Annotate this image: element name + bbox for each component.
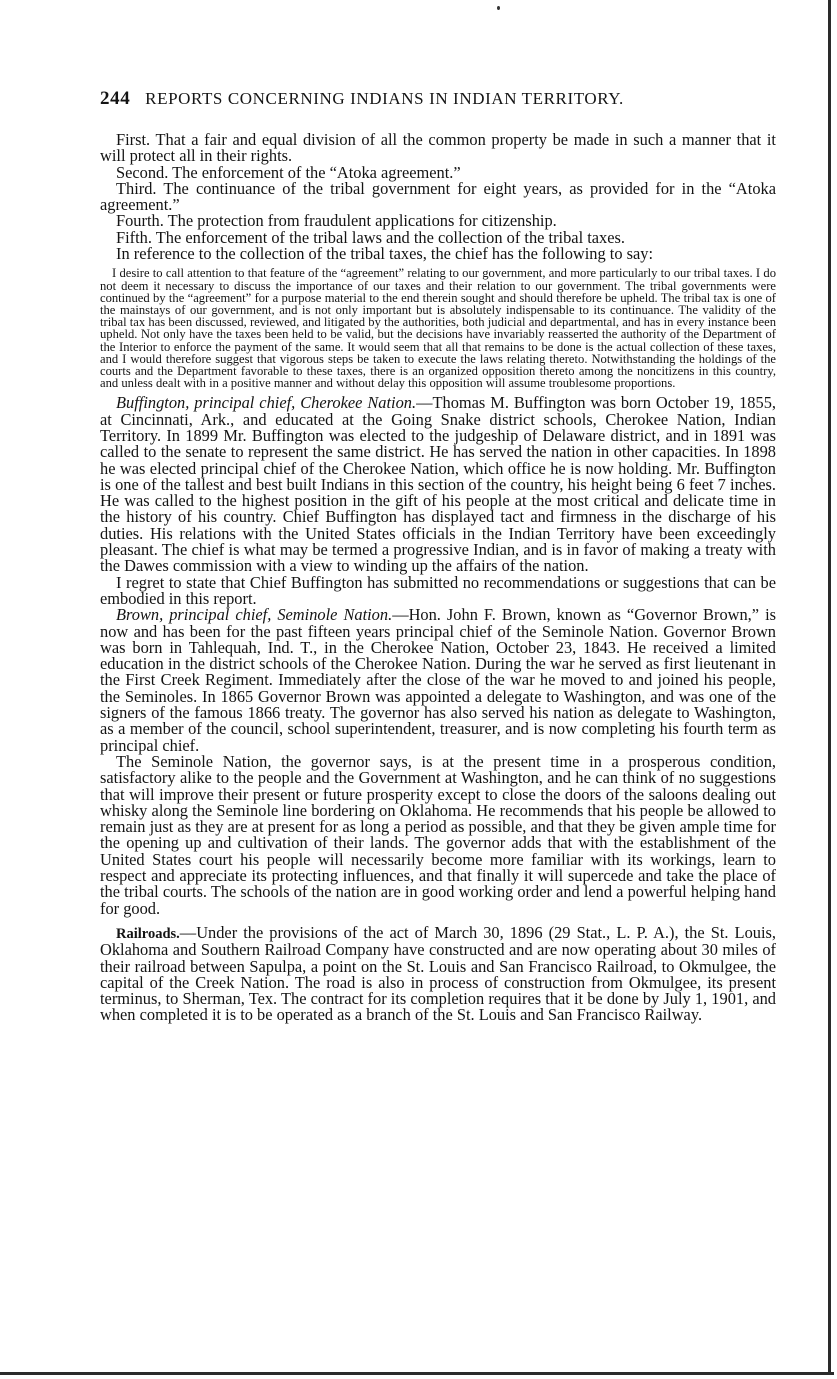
running-title: REPORTS CONCERNING INDIANS IN INDIAN TERRITORY. xyxy=(145,89,624,108)
buffington-text: —Thomas M. Buffington was born October 19, 1855, at Cincinnati, Ark., and educated at the Going Snake district schools, Cherokee Nation, Indian Territory. In 1899 Mr. Buffington was elected to the judgeship of Delaware district, and in 1891 was called to the senate to represent the same district. He has served the nation in other capacities. In 1898 he was elected principal chief of the Cherokee Nation, which office he is now holding. Mr. Buffington is one of the tallest and best built Indians in this section of the country, his height being 6 feet 7 inches. He was called to the highest position in the gift of his people at the most critical and delicate time in the history of his country. Chief Buffington has displayed tact and firmness in the discharge of his duties. His relations with the United States officials in the Indian Territory have been exceedingly pleasant. The chief is what may be termed a progressive Indian, and is in favor of making a treaty with the Dawes commission with a view to winding up the affairs of the nation. xyxy=(100,393,776,576)
paragraph-second: Second. The enforcement of the “Atoka agreement.” xyxy=(116,162,461,182)
brown-text: —Hon. John F. Brown, known as “Governor Brown,” is now and has been for the past fifteen years principal chief of the Seminole Nation. Governor Brown was born in Tahlequah, Ind. T., in the Cherokee Nation, October 23, 1843. He received a limited education in the district schools of the Cherokee Nation. During the war he served as first lieutenant in the First Creek Regiment. Immediately after the close of the war he moved to and joined his people, the Seminoles. In 1865 Governor Brown was appointed a delegate to Washington, and was one of the signers of the famous 1866 treaty. The governor has also served his nation as delegate to Washington, as a member of the council, school superintendent, treasurer, and is now completing his fourth term as principal chief. xyxy=(100,605,777,755)
railroads-heading: Railroads. xyxy=(116,925,180,942)
paragraph-reference: In reference to the collection of the tribal taxes, the chief has the following to say: xyxy=(116,244,654,264)
brown-heading: Brown, principal chief, Seminole Nation. xyxy=(116,605,393,625)
paragraph-brown xyxy=(100,607,776,754)
paragraph-third: Third. The continuance of the tribal government for eight years, as provided for in the “Atoka agreement.” xyxy=(100,178,776,215)
railroads-text: —Under the provisions of the act of March 30, 1896 (29 Stat., L. P. A.), the St. Louis, Oklahoma and Southern Railroad Company have constructed and are now operating about 30 miles of their railroad between Sapulpa, a point on the St. Louis and San Francisco Railroad, to Okmulgee, the capital of the Creek Nation. The road is also in process of construction from Okmulgee, its present terminus, to Sherman, Tex. The contract for its completion requires that it be done by July 1, 1901, and when completed it is to be operated as a branch of the St. Louis and San Francisco Railway. xyxy=(100,922,776,1025)
running-header xyxy=(100,88,780,110)
page-edge-right xyxy=(828,0,831,1372)
paragraph-buffington xyxy=(100,395,776,574)
paragraph-first: First. That a fair and equal division of all the common property be made in such a manner that it will protect all in their rights. xyxy=(100,130,776,166)
paragraph-fourth: Fourth. The protection from fraudulent applications for citizenship. xyxy=(116,211,557,231)
quoted-extract: I desire to call attention to that feature of the “agreement” relating to our government, and more particularly to our tribal taxes. I do not deem it necessary to discuss the importance of our taxes and their relation to our government. The tribal governments were continued by the “agreement” for a purpose material to the end therein sought and should therefore be upheld. The tribal tax is one of the mainstays of our government, and is not only important but is absolutely indispensable to its continuance. The validity of the tribal tax has been discussed, reviewed, and litigated by the authorities, both judicial and departmental, and has in every instance been upheld. Not only have the taxes been held to be valid, but the decisions have invariably reasserted the authority of the Department of the Interior to enforce the payment of the same. It would seem that all that remains to be done is the actual collection of these taxes, and I would therefore suggest that vigorous steps be taken to execute the laws relating thereto. Notwithstanding the holdings of the courts and the Department favorable to these taxes, there is an organized opposition thereto among the noncitizens in this country, and unless dealt with in a positive manner and without delay this opposition will assume troublesome proportions. xyxy=(100,266,776,391)
page-body xyxy=(100,132,776,1024)
page-number: 244 xyxy=(100,88,131,109)
scan-speck xyxy=(497,6,500,10)
paragraph-fifth: Fifth. The enforcement of the tribal laws and the collection of the tribal taxes. xyxy=(116,227,626,247)
paragraph-railroads xyxy=(100,922,776,1025)
paragraph-seminole: The Seminole Nation, the governor says, is at the present time in a prosperous condition, satisfactory alike to the people and the Government at Washington, and he can think of no suggestions that will improve their present or future prosperity except to close the doors of the saloons dealing out whisky along the Seminole line bordering on Oklahoma. He recommends that his people be allowed to remain just as they are at present for as long a period as possible, and that they be given ample time for the opening up and cultivation of their lands. The governor adds that with the establishment of the United States court his people will necessarily become more familiar with its workings, learn to respect and appreciate its protecting influences, and that finally it will supercede and take the place of the tribal courts. The schools of the nation are in good working order and lend a powerful helping hand for good. xyxy=(100,751,776,918)
buffington-heading: Buffington, principal chief, Cherokee Nation. xyxy=(116,393,417,413)
page-edge-bottom xyxy=(0,1372,834,1375)
paragraph-regret: I regret to state that Chief Buffington has submitted no recommendations or suggestions that can be embodied in this report. xyxy=(100,572,776,608)
